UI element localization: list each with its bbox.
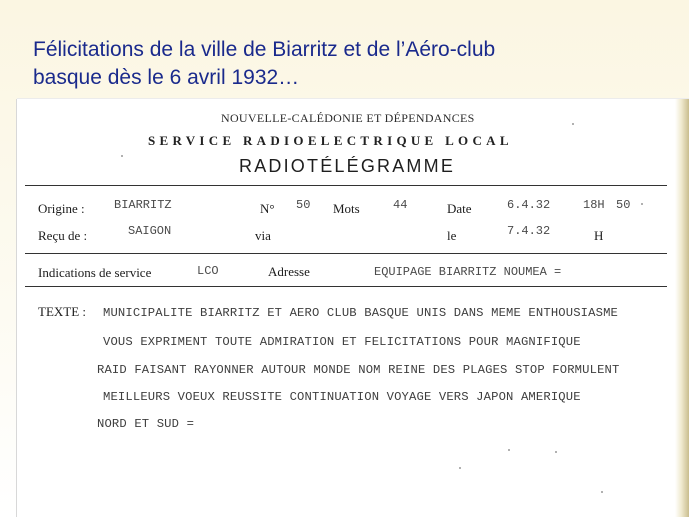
mots-label: Mots: [333, 201, 360, 216]
header-territory: NOUVELLE-CALÉDONIE ET DÉPENDANCES: [221, 111, 475, 125]
paper-speck: [459, 467, 461, 469]
origine-label: Origine :: [38, 201, 85, 216]
paper-speck: [555, 451, 557, 453]
message-line: MUNICIPALITE BIARRITZ ET AERO CLUB BASQUE UNIS DANS MEME ENTHOUSIASME: [103, 306, 618, 320]
date-label: Date: [447, 201, 472, 216]
message-line: VOUS EXPRIMENT TOUTE ADMIRATION ET FELICITATIONS POUR MAGNIFIQUE: [103, 335, 581, 349]
adresse-label: Adresse: [268, 264, 310, 279]
message-line: NORD ET SUD =: [97, 417, 195, 431]
adresse-value: EQUIPAGE BIARRITZ NOUMEA =: [374, 265, 562, 279]
slide-title-line-1: Félicitations de la ville de Biarritz et de l’Aéro-club: [33, 38, 496, 61]
rule-top: [25, 185, 667, 186]
date-value: 6.4.32: [507, 198, 551, 212]
message-line: MEILLEURS VOEUX REUSSITE CONTINUATION VOYAGE VERS JAPON AMERIQUE: [103, 390, 581, 404]
numero-label: N°: [260, 201, 275, 216]
numero-value: 50: [296, 198, 311, 212]
paper-speck: [641, 203, 643, 205]
mots-value: 44: [393, 198, 408, 212]
paper-speck: [601, 491, 603, 493]
recu-label: Reçu de :: [38, 228, 88, 243]
paper-speck: [121, 155, 123, 157]
origine-value: BIARRITZ: [114, 198, 172, 212]
header-document-type: RADIOTÉLÉGRAMME: [239, 156, 456, 176]
indications-value: LCO: [197, 264, 219, 278]
paper-speck: [508, 449, 510, 451]
rule-middle: [25, 253, 667, 254]
header-service: SERVICE RADIOELECTRIQUE LOCAL: [148, 133, 513, 148]
texte-label: TEXTE :: [38, 304, 87, 319]
radiotelegram-document: [17, 99, 689, 517]
le-label: le: [447, 228, 457, 243]
paper-speck: [572, 123, 574, 125]
recu-value: SAIGON: [128, 224, 172, 238]
indications-label: Indications de service: [38, 265, 152, 280]
paper-edge: [675, 99, 689, 517]
rule-lower: [25, 286, 667, 287]
slide-title: [33, 36, 673, 92]
message-line: RAID FAISANT RAYONNER AUTOUR MONDE NOM REINE DES PLAGES STOP FORMULENT: [97, 363, 620, 377]
heure-value-hour: 18H: [583, 198, 605, 212]
le-value: 7.4.32: [507, 224, 551, 238]
heure-value-minute: 50: [616, 198, 631, 212]
slide-title-line-2: basque dès le 6 avril 1932…: [33, 66, 300, 89]
via-label: via: [255, 228, 271, 243]
h-label: H: [594, 228, 604, 243]
